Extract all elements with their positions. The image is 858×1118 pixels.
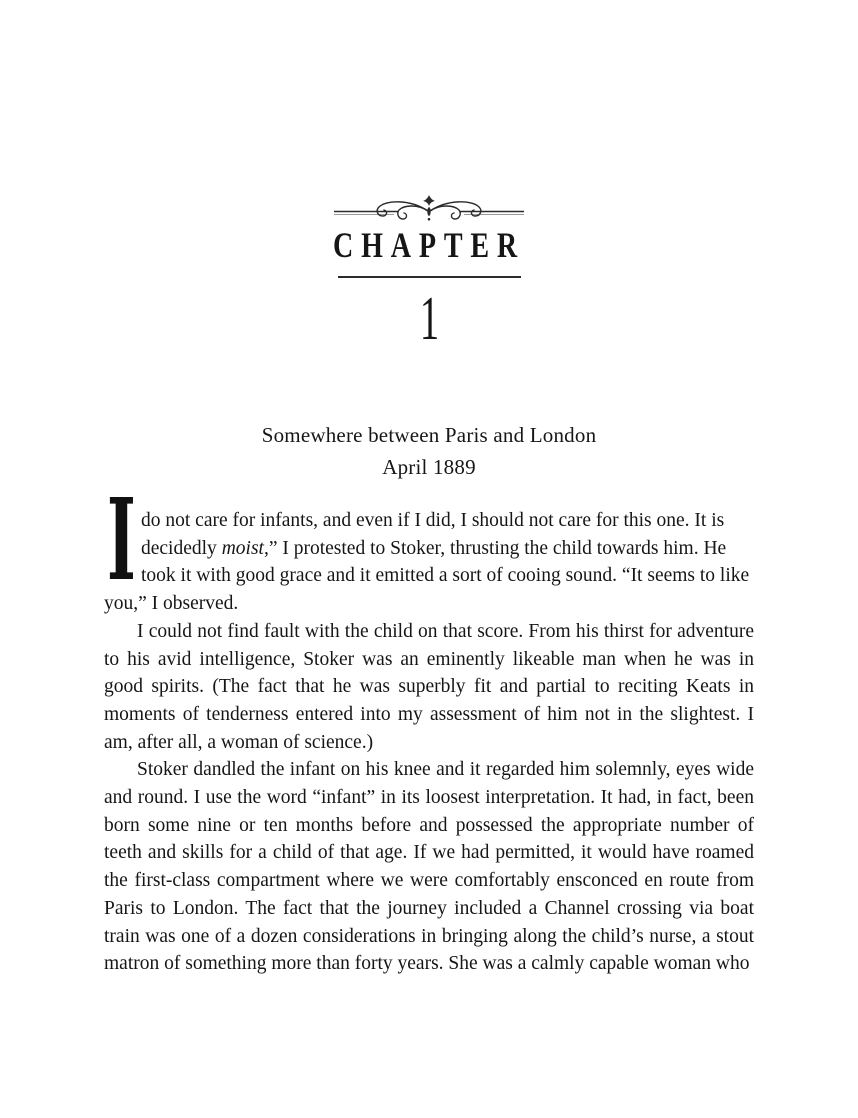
chapter-header xyxy=(0,195,858,483)
chapter-body xyxy=(104,475,754,978)
paragraph-opening-text-2: ,” I protested to Stoker, thrusting the child towards him. He took it with good grace and it emitted a sort of cooing sound. “It seems to like you,” I observed. xyxy=(104,537,750,615)
paragraph-opening xyxy=(104,475,754,618)
chapter-label xyxy=(0,227,858,263)
paragraph-opening-text-1: do not care for infants, and even if I did, I should not care for this one. It is decidedly xyxy=(141,510,725,559)
chapter-number-text: 1 xyxy=(419,285,439,353)
chapter-ornament xyxy=(0,195,858,222)
chapter-label-text: CHAPTER xyxy=(333,225,525,265)
drop-cap: I xyxy=(107,475,136,606)
chapter-number xyxy=(0,285,858,353)
chapter-date: April 1889 xyxy=(382,455,476,479)
chapter-location: Somewhere between Paris and London xyxy=(261,423,597,447)
chapter-rule xyxy=(338,276,521,278)
paragraph-opening-italic-word: moist xyxy=(221,537,264,559)
chapter-flourish-icon xyxy=(334,195,524,222)
paragraph-3: Stoker dandled the infant on his knee and it regarded him solemnly, eyes wide and round. I use the word “infant” in its loosest interpretation. It had, in fact, been born some nine or ten months before and possessed the appropriate number of teeth and skills for a child of that age. If we had permitted, it would have roamed the first-class compartment where we were comfortably ensconced en route from Paris to London. The fact that the journey included a Channel crossing via boat train was one of a dozen considerations in bringing along the child’s nurse, a stout matron of something more than forty years. She was a calmly capable woman who xyxy=(104,759,754,975)
paragraph-2: I could not find fault with the child on that score. From his thirst for adventure to his avid intelligence, Stoker was an eminently likeable man when he was in good spirits. (The fact that he was superbly fit and partial to reciting Keats in moments of tenderness entered into my assessment of him not in the slightest. I am, after all, a woman of science.) xyxy=(104,620,754,753)
